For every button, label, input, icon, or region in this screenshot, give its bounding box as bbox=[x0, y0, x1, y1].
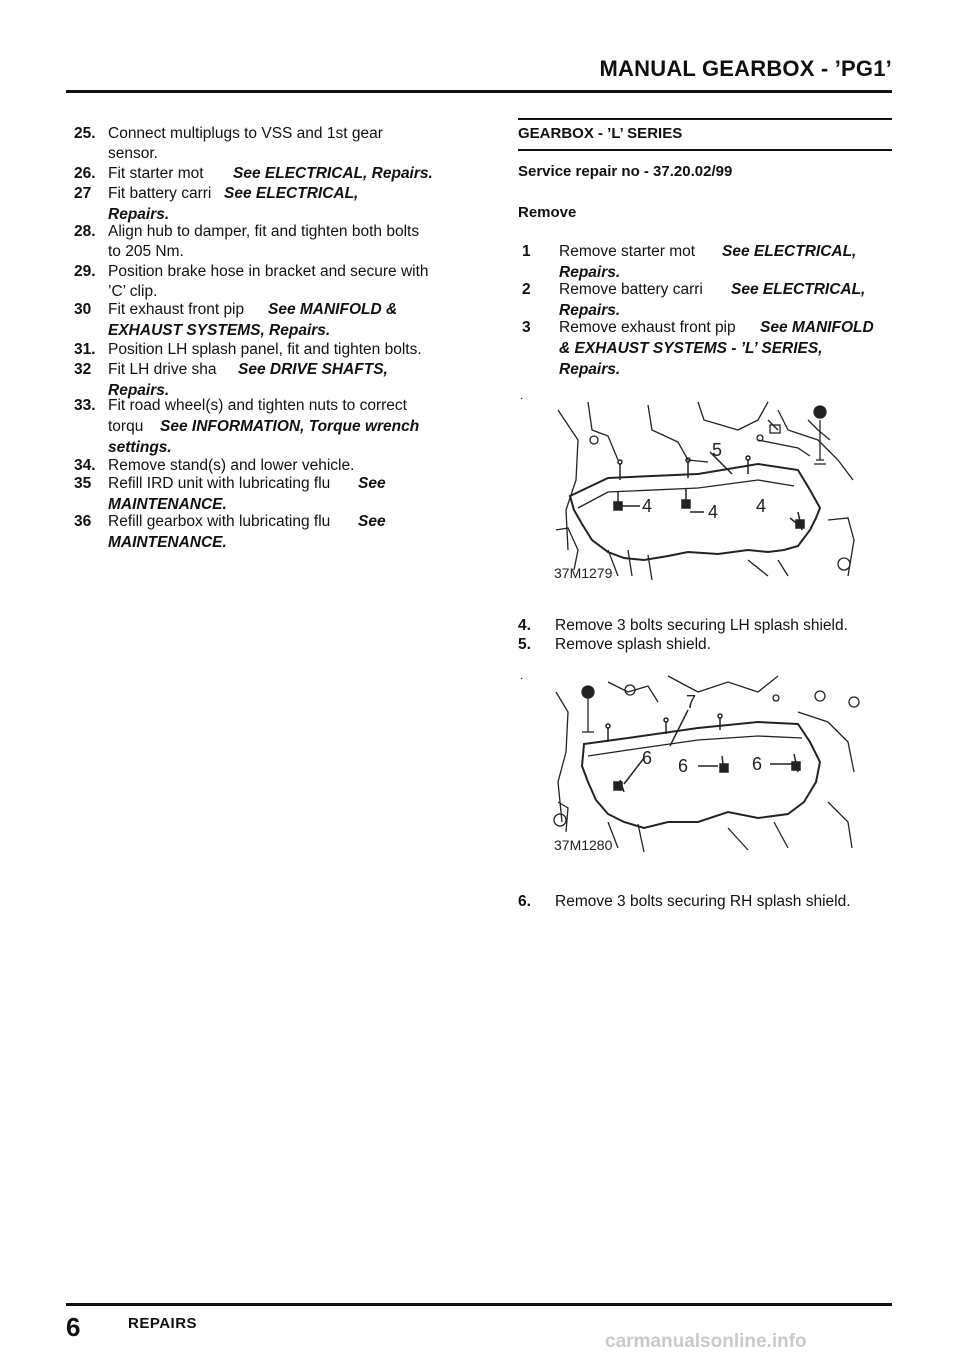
step-text: Position LH splash panel, fit and tighten bolts. bbox=[108, 341, 422, 358]
page-number: 6 bbox=[66, 1312, 81, 1342]
step-number: 33. bbox=[74, 397, 96, 414]
step-number: 2 bbox=[522, 281, 531, 298]
step-number: 34. bbox=[74, 457, 96, 474]
step-29 bbox=[74, 262, 474, 302]
cross-reference-link[interactable]: See bbox=[358, 513, 386, 530]
cross-reference-link[interactable]: MAINTENANCE. bbox=[108, 534, 227, 551]
callout-5: 5 bbox=[712, 440, 723, 460]
callout-4: 4 bbox=[708, 502, 719, 522]
step-text: Connect multiplugs to VSS and 1st gear bbox=[108, 125, 383, 142]
step-text: Refill IRD unit with lubricating flu bbox=[108, 475, 331, 492]
splash-shield-rh-illustration bbox=[548, 672, 860, 858]
cross-reference-link[interactable]: See DRIVE SHAFTS, bbox=[238, 361, 388, 378]
remove-step-6 bbox=[518, 892, 888, 912]
cross-reference-link[interactable]: settings. bbox=[108, 439, 172, 456]
page-title: MANUAL GEARBOX - ’PG1’ bbox=[599, 56, 892, 81]
cross-reference-link[interactable]: Repairs. bbox=[108, 382, 170, 399]
step-text: Remove stand(s) and lower vehicle. bbox=[108, 457, 355, 474]
cross-reference-link[interactable]: See INFORMATION, Torque wrench bbox=[160, 418, 420, 435]
remove-step-1 bbox=[522, 242, 892, 282]
remove-step-4 bbox=[518, 616, 888, 636]
cross-reference-link[interactable]: Repairs. bbox=[559, 264, 621, 281]
step-25 bbox=[74, 124, 474, 164]
step-text: Fit battery carri bbox=[108, 185, 212, 202]
service-repair-number: Service repair no - 37.20.02/99 bbox=[518, 163, 733, 180]
step-number: 6. bbox=[518, 893, 531, 910]
step-text: Remove 3 bolts securing RH splash shield. bbox=[555, 893, 851, 910]
remove-step-3 bbox=[522, 318, 892, 378]
remove-step-5 bbox=[518, 635, 888, 655]
figure-marker: . bbox=[520, 668, 524, 682]
cross-reference-link[interactable]: Repairs. bbox=[559, 302, 621, 319]
callout-6: 6 bbox=[752, 754, 763, 774]
step-number: 29. bbox=[74, 263, 96, 280]
figure-37m1280 bbox=[548, 672, 860, 858]
step-text: torqu bbox=[108, 418, 144, 435]
section-title: GEARBOX - ’L’ SERIES bbox=[518, 125, 683, 142]
cross-reference-link[interactable]: MAINTENANCE. bbox=[108, 496, 227, 513]
step-text: Remove battery carri bbox=[559, 281, 703, 298]
step-number: 36 bbox=[74, 513, 92, 530]
cross-reference-link[interactable]: See ELECTRICAL, bbox=[731, 281, 866, 298]
step-text: Fit road wheel(s) and tighten nuts to correct bbox=[108, 397, 407, 414]
step-number: 32 bbox=[74, 361, 92, 378]
section-rule-top bbox=[518, 118, 892, 120]
remove-heading: Remove bbox=[518, 204, 577, 221]
cross-reference-link[interactable]: See ELECTRICAL, Repairs. bbox=[233, 165, 433, 182]
step-36 bbox=[74, 512, 474, 552]
step-text: ’C’ clip. bbox=[108, 283, 158, 300]
callout-7: 7 bbox=[686, 692, 697, 712]
callout-6: 6 bbox=[642, 748, 653, 768]
figure-37m1279 bbox=[548, 400, 860, 586]
cross-reference-link[interactable]: See MANIFOLD & bbox=[268, 301, 398, 318]
section-rule-bottom bbox=[518, 149, 892, 151]
step-31 bbox=[74, 340, 474, 360]
step-text: Refill gearbox with lubricating flu bbox=[108, 513, 331, 530]
step-text: Fit starter mot bbox=[108, 165, 204, 182]
step-30 bbox=[74, 300, 474, 340]
cross-reference-link[interactable]: See bbox=[358, 475, 386, 492]
callout-4: 4 bbox=[756, 496, 767, 516]
step-text: Fit exhaust front pip bbox=[108, 301, 245, 318]
step-text: Remove 3 bolts securing LH splash shield. bbox=[555, 617, 848, 634]
splash-shield-lh-illustration bbox=[548, 400, 860, 586]
step-35 bbox=[74, 474, 474, 514]
step-34 bbox=[74, 456, 474, 476]
step-number: 5. bbox=[518, 636, 531, 653]
watermark: carmanualsonline.info bbox=[605, 1331, 807, 1352]
step-32 bbox=[74, 360, 474, 400]
step-text: Position brake hose in bracket and secure with bbox=[108, 263, 429, 280]
footer-section-label: REPAIRS bbox=[128, 1315, 198, 1332]
callout-4: 4 bbox=[642, 496, 653, 516]
cross-reference-link[interactable]: See MANIFOLD bbox=[760, 319, 874, 336]
figure-caption: 37M1279 bbox=[554, 565, 613, 581]
remove-step-2 bbox=[522, 280, 892, 320]
step-text: Remove exhaust front pip bbox=[559, 319, 736, 336]
figure-caption: 37M1280 bbox=[554, 837, 613, 853]
step-text: Remove splash shield. bbox=[555, 636, 711, 653]
step-number: 4. bbox=[518, 617, 531, 634]
callout-6: 6 bbox=[678, 756, 689, 776]
cross-reference-link[interactable]: See ELECTRICAL, bbox=[224, 185, 359, 202]
step-33 bbox=[74, 396, 474, 456]
step-27 bbox=[74, 184, 474, 224]
step-28 bbox=[74, 222, 474, 262]
step-text: Remove starter mot bbox=[559, 243, 696, 260]
step-number: 35 bbox=[74, 475, 92, 492]
step-number: 28. bbox=[74, 223, 96, 240]
step-number: 30 bbox=[74, 301, 92, 318]
step-number: 1 bbox=[522, 243, 531, 260]
step-number: 26. bbox=[74, 165, 96, 182]
step-number: 3 bbox=[522, 319, 531, 336]
step-text: to 205 Nm. bbox=[108, 243, 184, 260]
cross-reference-link[interactable]: Repairs. bbox=[108, 206, 170, 223]
figure-marker: . bbox=[520, 388, 524, 402]
step-text: Fit LH drive sha bbox=[108, 361, 217, 378]
footer-rule bbox=[66, 1303, 892, 1306]
cross-reference-link[interactable]: EXHAUST SYSTEMS, Repairs. bbox=[108, 322, 331, 339]
step-number: 31. bbox=[74, 341, 96, 358]
cross-reference-link[interactable]: Repairs. bbox=[559, 361, 621, 378]
step-number: 27 bbox=[74, 185, 92, 202]
cross-reference-link[interactable]: & EXHAUST SYSTEMS - ’L’ SERIES, bbox=[559, 340, 823, 357]
header-rule bbox=[66, 90, 892, 93]
cross-reference-link[interactable]: See ELECTRICAL, bbox=[722, 243, 857, 260]
step-26 bbox=[74, 164, 474, 184]
step-number: 25. bbox=[74, 125, 96, 142]
step-text: Align hub to damper, fit and tighten both bolts bbox=[108, 223, 420, 240]
step-text: sensor. bbox=[108, 145, 158, 162]
